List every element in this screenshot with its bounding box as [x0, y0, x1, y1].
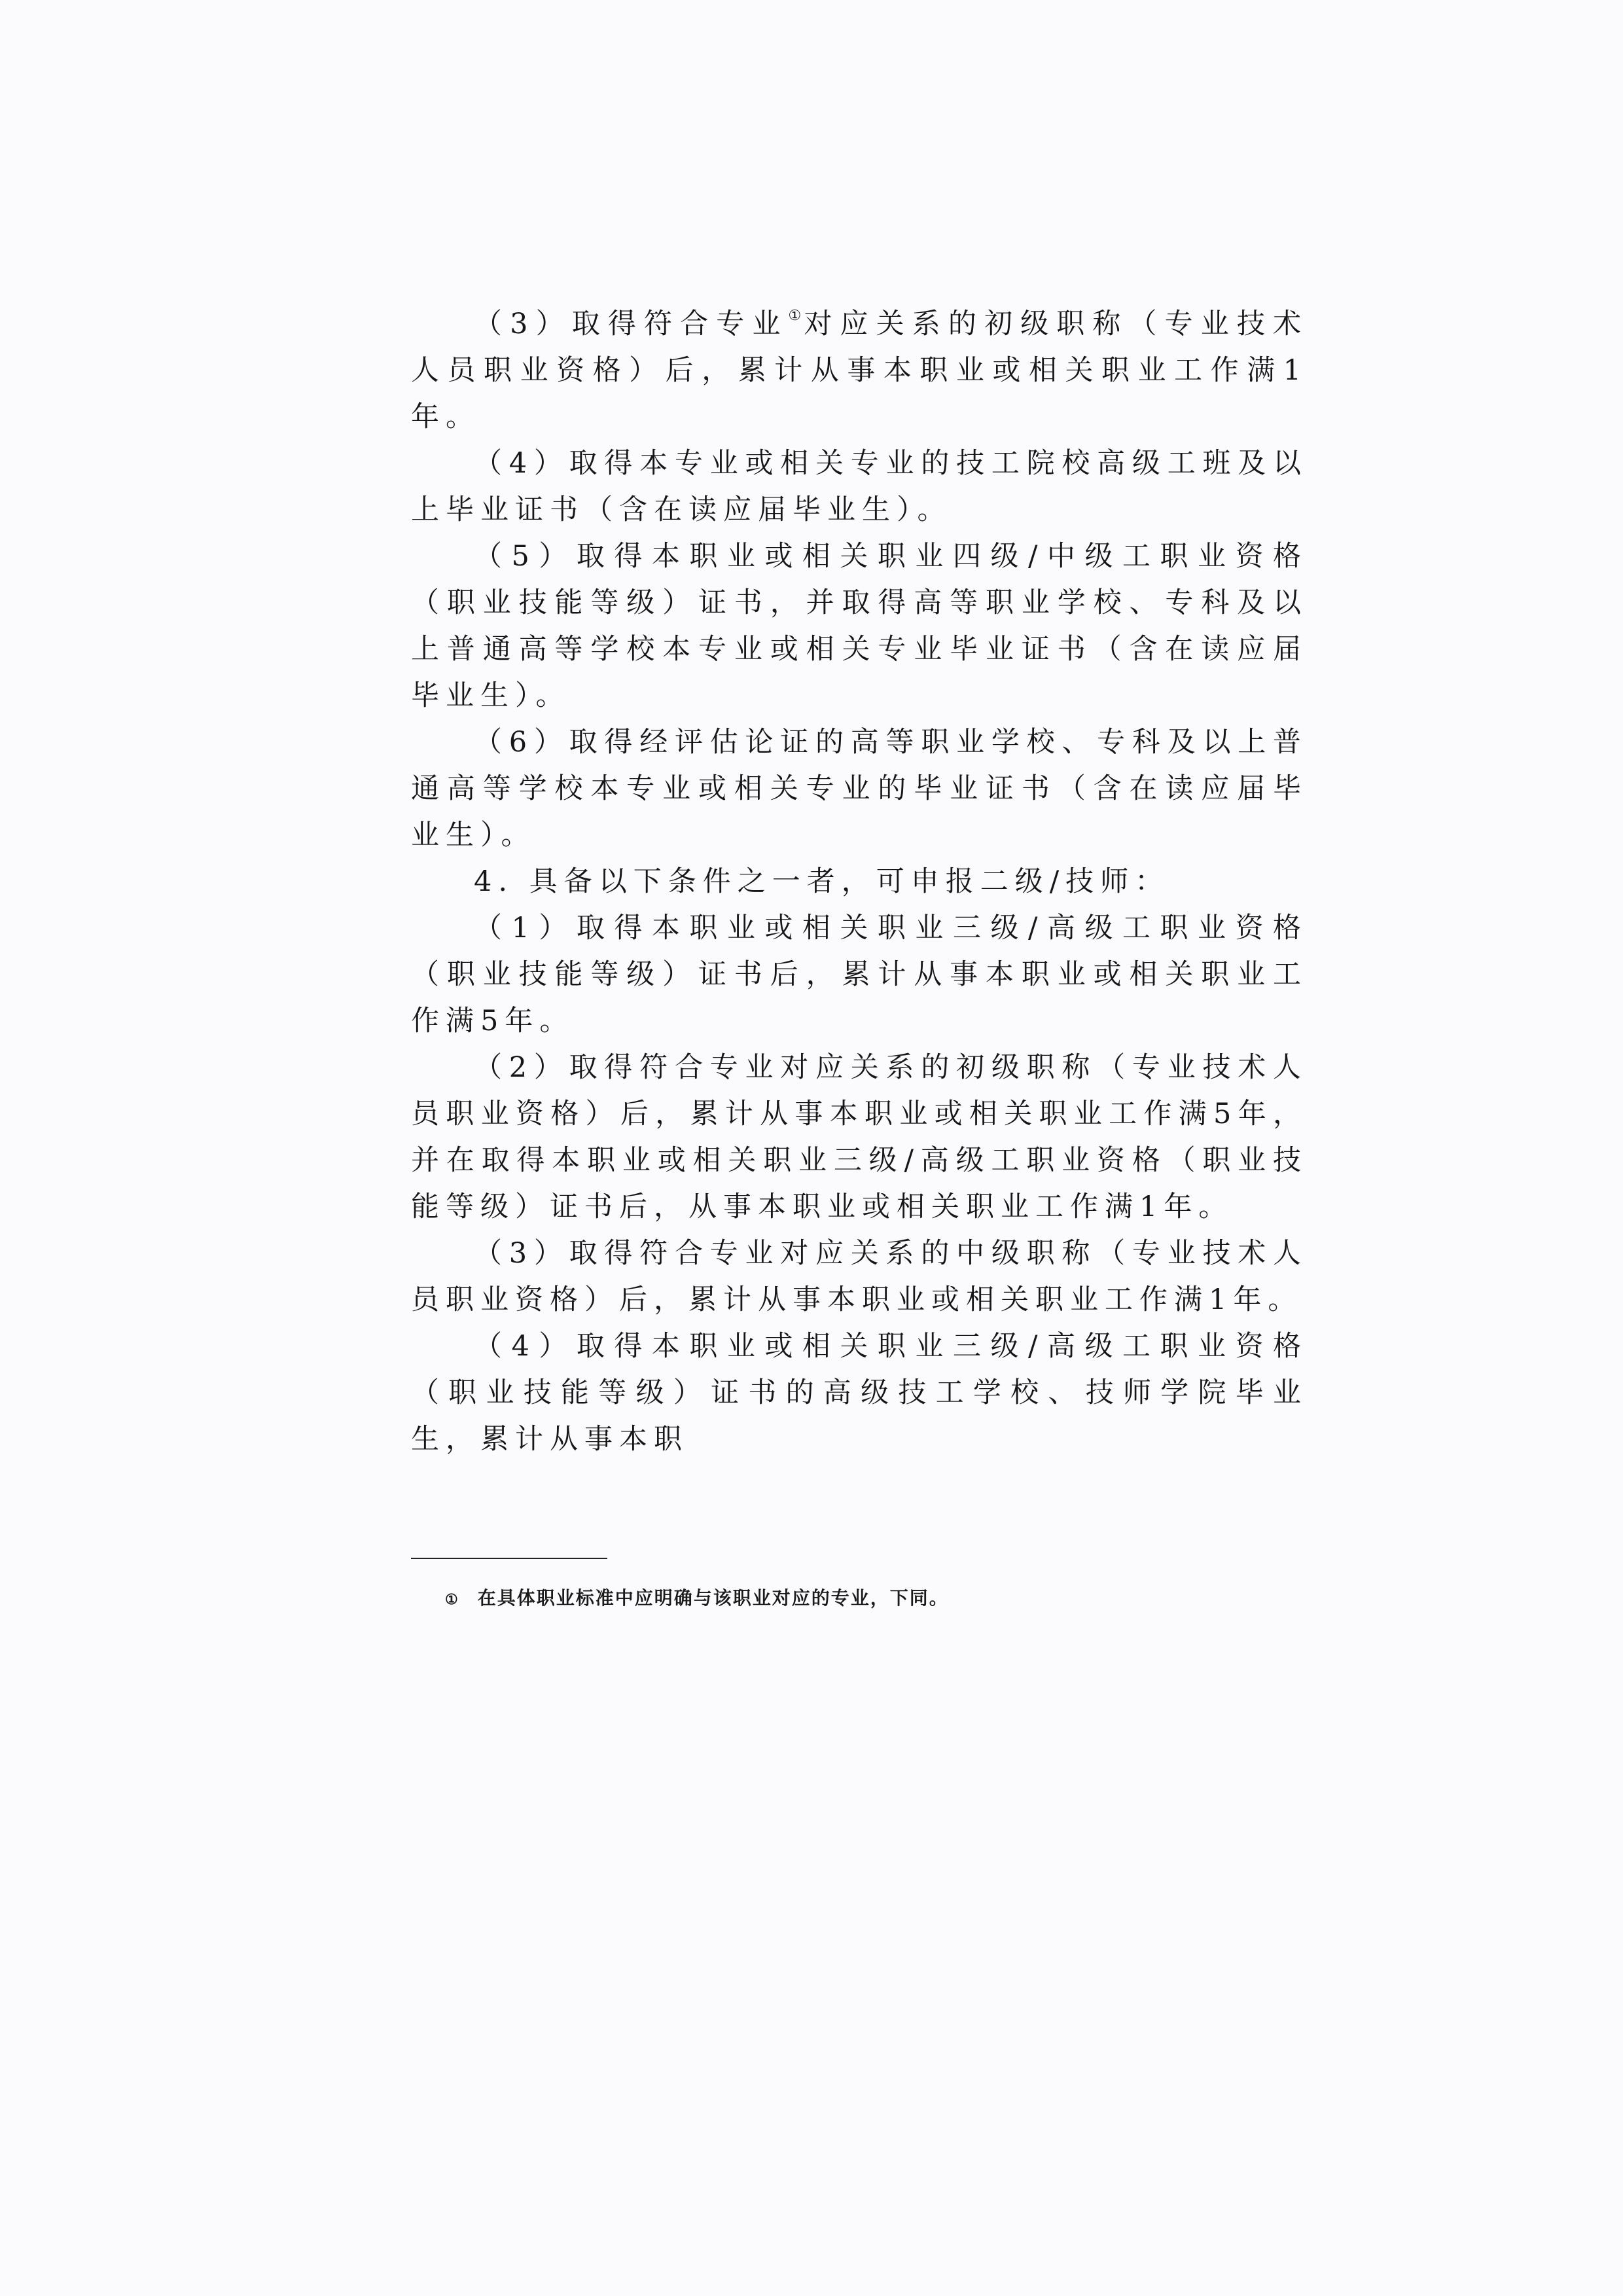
paragraph-text: （3）取得符合专业 [474, 308, 789, 340]
paragraph-4-3: （3）取得符合专业对应关系的中级职称（专业技术人员职业资格）后，累计从事本职业或相关职业工作满1年。 [411, 1237, 1308, 1316]
footnote-text: 在具体职业标准中应明确与该职业对应的专业，下同。 [477, 1587, 949, 1609]
paragraph-3-5: （5）取得本职业或相关职业四级/中级工职业资格（职业技能等级）证书，并取得高等职业学校、专科及以上普通高等学校本专业或相关专业毕业证书（含在读应届毕业生）。 [411, 540, 1308, 712]
paragraph-4-2: （2）取得符合专业对应关系的初级职称（专业技术人员职业资格）后，累计从事本职业或相关职业工作满5年，并在取得本职业或相关职业三级/高级工职业资格（职业技能等级）证书后，从事本职业或相关职业工作满1年。 [411, 1051, 1308, 1223]
footnote-divider [411, 1558, 607, 1559]
paragraph-4-4: （4）取得本职业或相关职业三级/高级工职业资格（职业技能等级）证书的高级技工学校、技师学院毕业生，累计从事本职 [411, 1330, 1308, 1456]
paragraph-text: 对应关系的初级职称（专业技术人员职业资格）后，累计从事本职业或相关职业工作满1年。 [411, 308, 1308, 433]
paragraph-3-4: （4）取得本专业或相关专业的技工院校高级工班及以上毕业证书（含在读应届毕业生）。 [411, 447, 1308, 526]
paragraph-4-1: （1）取得本职业或相关职业三级/高级工职业资格（职业技能等级）证书后，累计从事本职业或相关职业工作满5年。 [411, 912, 1308, 1037]
footnote-reference[interactable]: ① [788, 308, 804, 324]
section-heading-4: 4. 具备以下条件之一者，可申报二级/技师： [474, 865, 1170, 898]
paragraph-3-3 [411, 301, 1308, 440]
footnote [445, 1587, 949, 1611]
footnote-mark: ① [445, 1591, 459, 1608]
paragraph-3-6: （6）取得经评估论证的高等职业学校、专科及以上普通高等学校本专业或相关专业的毕业证书（含在读应届毕业生）。 [411, 726, 1308, 852]
body-text [411, 301, 1308, 1463]
